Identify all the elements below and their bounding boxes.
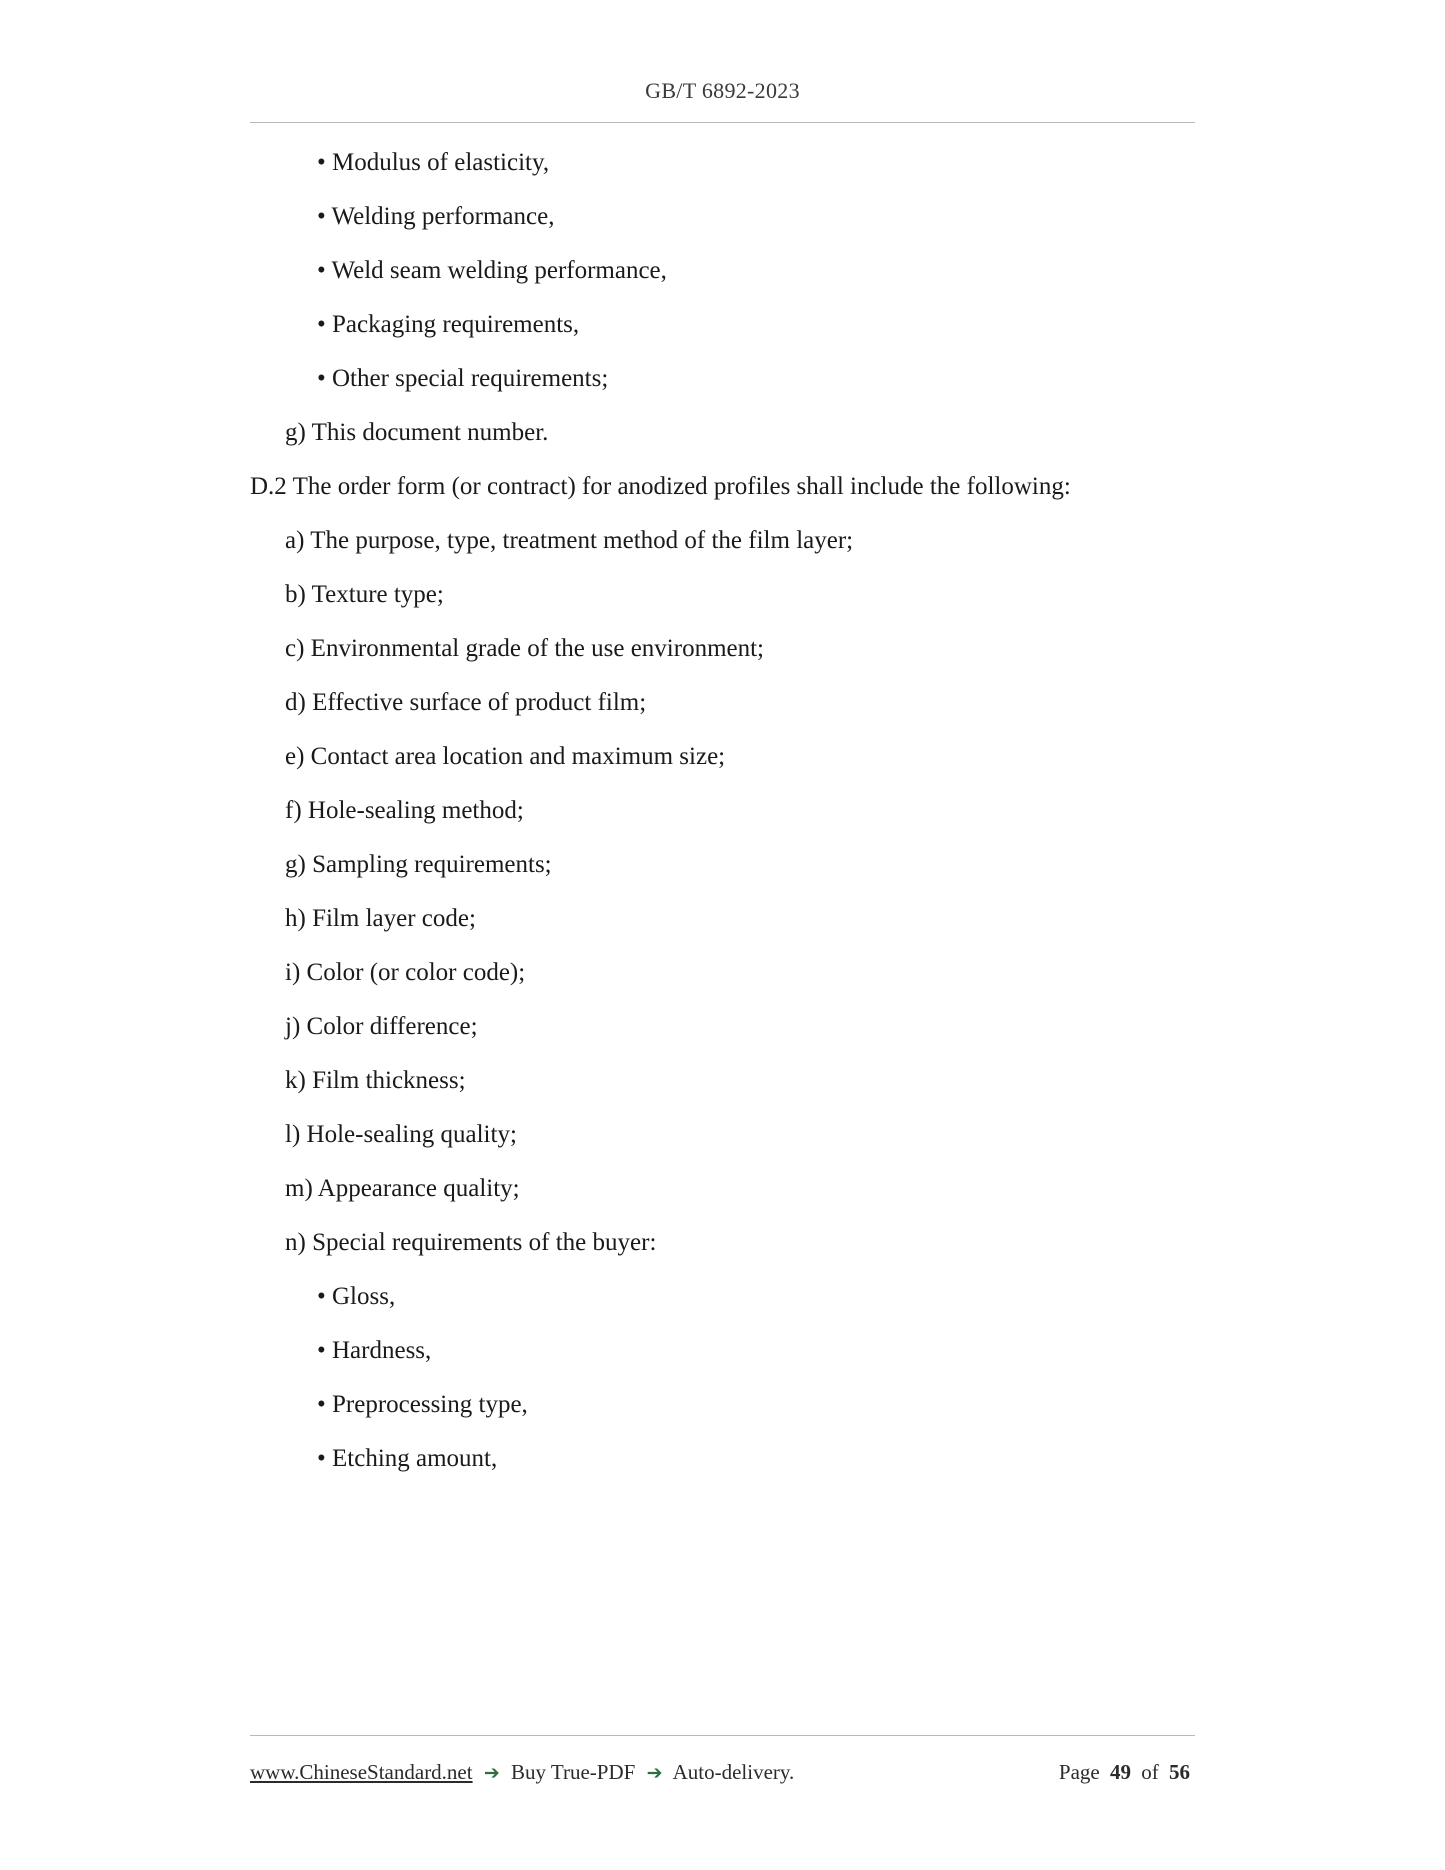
- list-item: g) Sampling requirements;: [285, 851, 552, 878]
- clause-heading: D.2 The order form (or contract) for anodized profiles shall include the following:: [250, 473, 1071, 500]
- list-item: h) Film layer code;: [285, 905, 476, 932]
- current-page-number: 49: [1110, 1760, 1131, 1784]
- list-item: e) Contact area location and maximum size;: [285, 743, 726, 770]
- list-item: f) Hole-sealing method;: [285, 797, 524, 824]
- arrow-right-icon-2: ➔: [646, 1762, 663, 1784]
- list-item: m) Appearance quality;: [285, 1175, 520, 1202]
- list-item: i) Color (or color code);: [285, 959, 526, 986]
- website-link[interactable]: www.ChineseStandard.net: [250, 1760, 473, 1784]
- buy-true-pdf-label: Buy True-PDF: [511, 1760, 636, 1784]
- list-item: l) Hole-sealing quality;: [285, 1121, 517, 1148]
- list-item: a) The purpose, type, treatment method of the film layer;: [285, 527, 854, 554]
- of-label: of: [1141, 1760, 1159, 1784]
- bullet-item: • Packaging requirements,: [317, 311, 580, 338]
- bullet-item: • Weld seam welding performance,: [317, 257, 667, 284]
- page-indicator: [1059, 1760, 1195, 1785]
- bullet-item: • Modulus of elasticity,: [317, 149, 550, 176]
- bullet-item: • Welding performance,: [317, 203, 555, 230]
- list-item: j) Color difference;: [285, 1013, 478, 1040]
- bullet-item: • Hardness,: [317, 1337, 432, 1364]
- document-body: [250, 150, 1210, 1500]
- bullet-item: • Etching amount,: [317, 1445, 498, 1472]
- arrow-right-icon: ➔: [483, 1762, 500, 1784]
- list-item: b) Texture type;: [285, 581, 444, 608]
- bullet-item: • Other special requirements;: [317, 365, 609, 392]
- total-page-count: 56: [1169, 1760, 1190, 1784]
- auto-delivery-label: Auto-delivery.: [672, 1760, 795, 1784]
- footer-divider: [250, 1735, 1195, 1736]
- header-divider: [250, 122, 1195, 123]
- list-item: d) Effective surface of product film;: [285, 689, 647, 716]
- list-item: c) Environmental grade of the use environment;: [285, 635, 765, 662]
- footer-left-group: [250, 1760, 794, 1785]
- page-header: [0, 78, 1445, 104]
- bullet-item: • Preprocessing type,: [317, 1391, 528, 1418]
- page-label: Page: [1058, 1760, 1100, 1784]
- standard-number: GB/T 6892-2023: [645, 78, 800, 103]
- list-item: g) This document number.: [285, 419, 549, 446]
- list-item: n) Special requirements of the buyer:: [285, 1229, 657, 1256]
- list-item: k) Film thickness;: [285, 1067, 466, 1094]
- bullet-item: • Gloss,: [317, 1283, 396, 1310]
